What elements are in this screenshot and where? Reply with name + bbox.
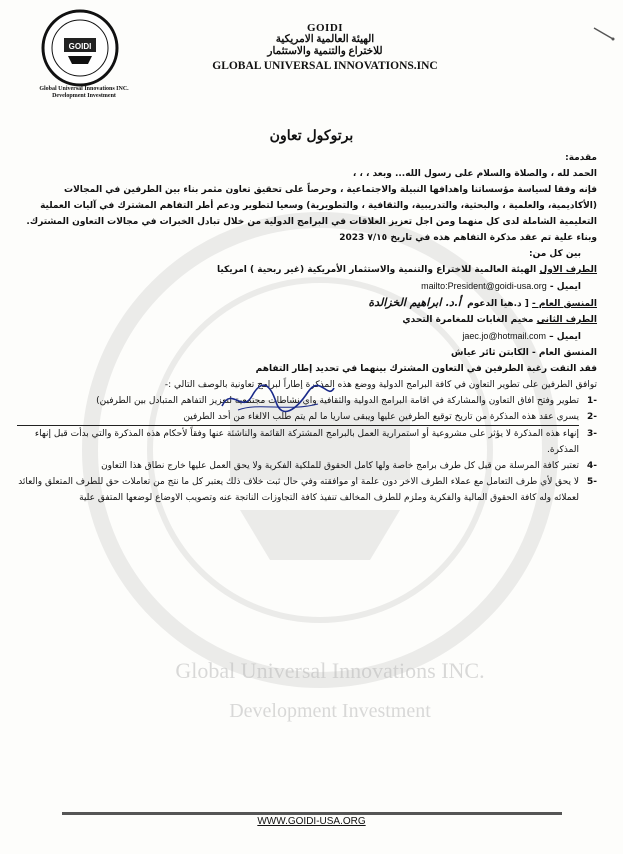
watermark-line-1: Global Universal Innovations INC. — [175, 658, 485, 683]
logo-caption-1: Global Universal Innovations INC. — [39, 86, 129, 92]
goidi-seal-logo — [24, 8, 136, 88]
clause-number: -3 — [586, 429, 597, 439]
party-one-email-label: ايميل - — [549, 282, 581, 292]
party-one-email: mailto:President@goidi-usa.org — [421, 281, 547, 291]
agreement-statement: فقد التقت رغبة الطرفين في التعاون المشترك بينهما في تحديد إطار التفاهم — [255, 364, 597, 374]
logo-caption — [14, 86, 154, 100]
clause-text: تعتبر كافة المرسلة من قبل كل طرف برامج خاصة ولها كامل الحقوق للملكية الفكرية ولا يحق العمل عليها خارج نطاق هذا التعاون — [101, 461, 579, 471]
org-short-name: GOIDI — [306, 22, 344, 34]
clause-number: -4 — [586, 461, 597, 471]
clause-item — [17, 426, 597, 458]
party-two-coordinator: الكابتن ثائر عياش — [451, 348, 529, 358]
clause-number: -1 — [586, 396, 597, 406]
party-one-coordinator: [ د.هيا الدعوم — [467, 299, 529, 309]
intro-paragraph: فإنه وفقا لسياسة مؤسساتنا واهدافها النبيلة والاجتماعية ، وحرصاً على تحقيق تعاون مثمر بناء بين الطرفين في المجالات (الأكاديمية، والعلمية ، والبحثية، والتدريبية، والثقافية ، والتطويرية) وسعيا لتطوير ودعم أطر التفاهم المشترك في آليات العملية التعليمية الشاملة لدى كل منهما ومن اجل تعزيز العلاقات في البرامج الدولية من خلال تبادل الخبرات في مجالات التعاون المشترك. — [26, 185, 597, 227]
party-two-coordinator-line — [17, 345, 597, 361]
watermark-line-2: Development Investment — [229, 700, 431, 722]
org-arabic-line-1: الهيئة العالمية الامريكية — [275, 34, 375, 45]
document-title: برتوكول تعاون — [269, 128, 354, 144]
organization-header — [190, 22, 460, 72]
intro-label: مقدمة: — [565, 153, 597, 163]
clause-intro: توافق الطرفين على تطوير التعاون في كافة البرامج الدولية ووضع هذه المذكرة إطاراً لبرامج تعاونية بالوصف التالي :- — [164, 380, 597, 390]
between-label: بين كل من: — [529, 249, 581, 259]
footer-url-text[interactable]: WWW.GOIDI-USA.ORG — [257, 816, 366, 827]
org-arabic-line-2: للاختراع والتنمية والاستثمار — [267, 46, 383, 57]
greeting: الحمد لله ، والصلاة والسلام على رسول الله... وبعد ، ، ، — [352, 169, 597, 179]
document-body — [17, 150, 597, 506]
signature-name: أ.د. ابراهيم الخزالدة — [368, 296, 461, 309]
logo-caption-2: Development Investment — [52, 93, 116, 99]
party-one-coordinator-label: المنسق العام - — [532, 299, 597, 309]
footer-url[interactable] — [0, 816, 623, 827]
logo-center-text: GOIDI — [68, 42, 92, 51]
party-one-name: الهيئة العالمية للاختراع والتنمية والاستثمار الأمريكية (غير ربحية ) امريكيا — [216, 265, 537, 275]
clause-text: لا يحق لأي طرف التعامل مع عملاء الطرف الاخر دون علمة او موافقته وفي حال ثبت خلاف ذلك يعتبر كل ما نتج من تعاملات حق للطرف المتعلق والعائد لعملائه وله كافة الحقوق المالية والفكرية وملزم للطرف المخالف تنفيذ كافة التجاوزات الناتجة عنه وتصويب الاوضاع لوضعها المتفق علية — [18, 477, 579, 503]
party-two-coordinator-label: المنسق العام - — [532, 348, 597, 358]
party-one-email-line — [17, 278, 597, 295]
party-two-line — [17, 312, 597, 328]
party-two-label: الطرف الثاني — [536, 315, 597, 325]
org-full-name: GLOBAL UNIVERSAL INNOVATIONS.INC — [212, 60, 438, 72]
clause-item — [17, 474, 597, 506]
party-two-name: مخيم الغابات للمغامرة التحدي — [402, 315, 534, 325]
party-one-label: الطرف الاول — [539, 265, 597, 275]
pen-mark-decoration — [593, 26, 615, 42]
party-two-email-label: ايميل – — [549, 332, 581, 342]
clause-text: تطوير وفتح افاق التعاون والمشاركة في اقامة البرامج الدولية والثقافية واي نشاطات مجتمعية لتعزيز التفاهم المتبادل بين الطرفين) — [96, 396, 579, 406]
clause-number: -5 — [586, 477, 597, 487]
clause-text: إنهاء هذه المذكرة لا يؤثر على مشروعية أو استمرارية العمل بالبرامج المشتركة القائمة والناشئة عنها وفقاً لأحكام هذه المذكرة والتي بدأت قبل إنهاء المذكرة. — [34, 429, 579, 455]
footer-divider — [62, 812, 562, 815]
party-two-email-line — [17, 328, 597, 345]
party-two-email: jaec.jo@hotmail.com — [462, 331, 547, 341]
handwritten-signature — [218, 380, 338, 416]
agreement-date-line: وبناء علية تم عقد مذكرة التفاهم هذه في تاريخ ٧/١٥ 2023 — [339, 233, 597, 243]
party-one-coordinator-line — [17, 295, 597, 312]
clause-item — [17, 458, 597, 474]
clause-text: يسري عقد هذه المذكرة من تاريخ توقيع الطرفين عليها ويبقى ساريا ما لم يتم طلب الالغاء من أحد الطرفين — [17, 409, 579, 426]
clause-number: -2 — [586, 412, 597, 422]
party-one-line — [17, 262, 597, 278]
